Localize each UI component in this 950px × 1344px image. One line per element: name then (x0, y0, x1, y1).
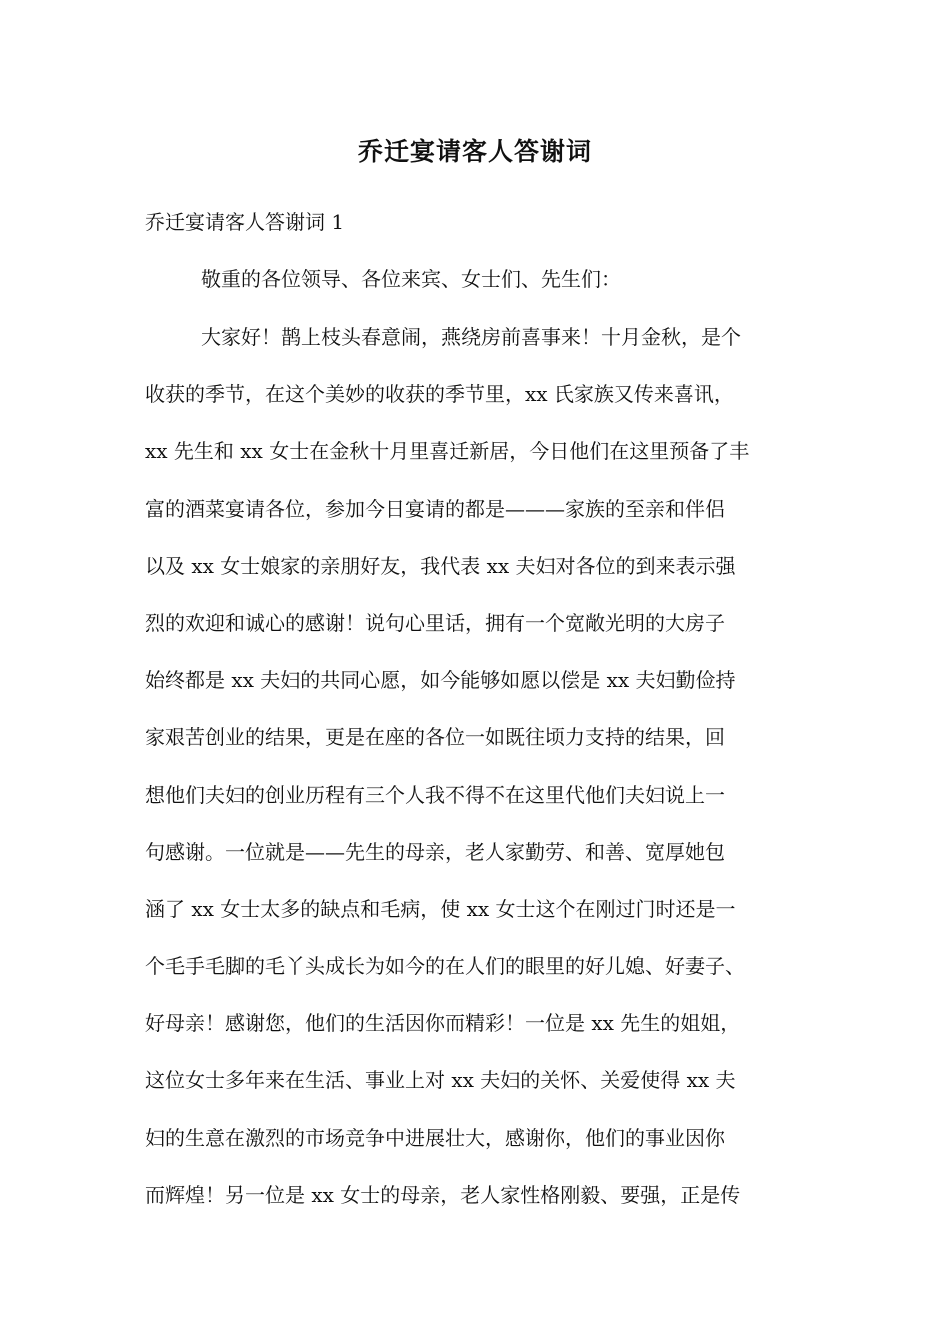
body-line: 好母亲！感谢您，他们的生活因你而精彩！一位是 xx 先生的姐姐， (145, 1011, 741, 1036)
body-line: 想他们夫妇的创业历程有三个人我不得不在这里代他们夫妇说上一 (145, 782, 725, 807)
document-title: 乔迁宴请客人答谢词 (357, 137, 592, 166)
body-text (145, 319, 845, 1234)
body-line: 句感谢。一位就是——先生的母亲，老人家勤劳、和善、宽厚她包 (145, 839, 725, 864)
body-line: 烈的欢迎和诚心的感谢！说句心里话，拥有一个宽敞光明的大房子 (145, 610, 725, 635)
body-line: 涵了 xx 女士太多的缺点和毛病，使 xx 女士这个在刚过门时还是一 (145, 896, 736, 921)
body-line: 大家好！鹊上枝头春意闹，燕绕房前喜事来！十月金秋，是个 (201, 325, 741, 349)
body-line: 收获的季节，在这个美妙的收获的季节里，xx 氏家族又传来喜讯， (145, 382, 734, 407)
body-line: 妇的生意在激烈的市场竞争中进展壮大，感谢你，他们的事业因你 (145, 1125, 725, 1150)
body-line: 这位女士多年来在生活、事业上对 xx 夫妇的关怀、关爱使得 xx 夫 (145, 1068, 736, 1093)
body-line: 家艰苦创业的结果，更是在座的各位一如既往顷力支持的结果，回 (145, 725, 725, 750)
body-line: xx 先生和 xx 女士在金秋十月里喜迁新居，今日他们在这里预备了丰 (145, 439, 750, 464)
body-line: 以及 xx 女士娘家的亲朋好友，我代表 xx 夫妇对各位的到来表示强 (145, 553, 736, 578)
body-line: 个毛手毛脚的毛丫头成长为如今的在人们的眼里的好儿媳、好妻子、 (145, 954, 745, 979)
section-heading: 乔迁宴请客人答谢词 1 (145, 210, 345, 234)
body-line: 富的酒菜宴请各位，参加今日宴请的都是———家族的至亲和伴侣 (145, 496, 725, 521)
body-line: 而辉煌！另一位是 xx 女士的母亲，老人家性格刚毅、要强，正是传 (145, 1182, 741, 1207)
body-line: 始终都是 xx 夫妇的共同心愿，如今能够如愿以偿是 xx 夫妇勤俭持 (145, 668, 736, 693)
salutation-line: 敬重的各位领导、各位来宾、女士们、先生们： (201, 267, 621, 291)
